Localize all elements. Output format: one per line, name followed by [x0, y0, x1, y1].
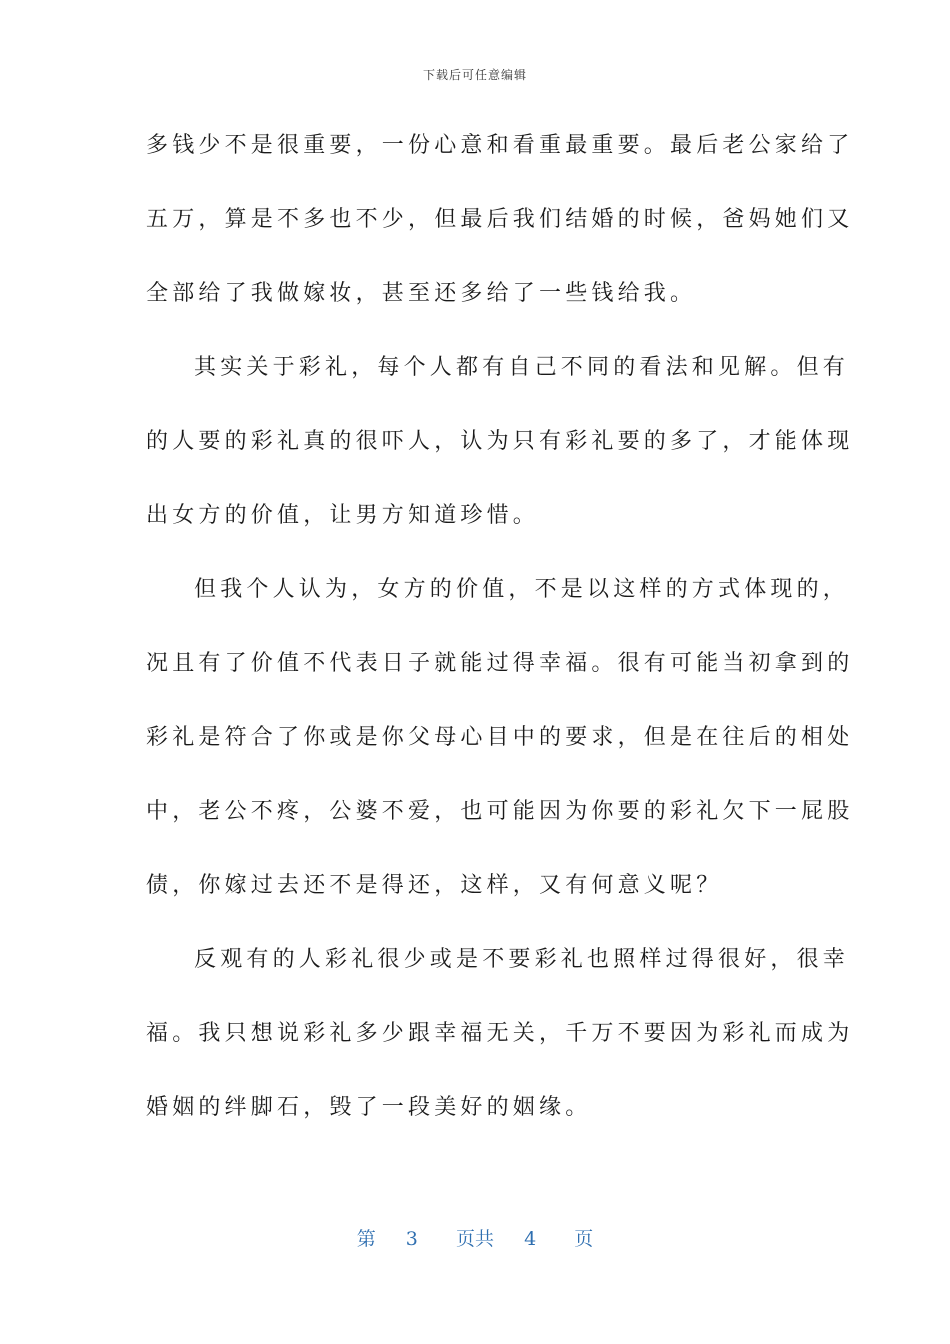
paragraph-start-line: 其实关于彩礼，每个人都有自己不同的看法和见解。但有 — [194, 355, 850, 380]
text-line: 彩礼是符合了你或是你父母心目中的要求，但是在往后的相处 — [146, 725, 854, 750]
footer-suffix: 页 — [574, 1228, 594, 1250]
current-page-number: 3 — [405, 1228, 418, 1250]
header-note: 下载后可任意编辑 — [422, 68, 527, 82]
footer-prefix: 第 — [356, 1228, 376, 1250]
text-line: 的人要的彩礼真的很吓人，认为只有彩礼要的多了，才能体现 — [146, 429, 854, 454]
paragraph-start-line: 反观有的人彩礼很少或是不要彩礼也照样过得很好，很幸 — [194, 947, 850, 972]
text-line: 多钱少不是很重要，一份心意和看重最重要。最后老公家给了 — [146, 133, 854, 158]
text-line: 福。我只想说彩礼多少跟幸福无关，千万不要因为彩礼而成为 — [146, 1021, 854, 1046]
text-line: 五万，算是不多也不少，但最后我们结婚的时候，爸妈她们又 — [146, 207, 854, 232]
paragraph-start-line: 但我个人认为，女方的价值，不是以这样的方式体现的， — [194, 577, 850, 602]
text-line: 出女方的价值，让男方知道珍惜。 — [146, 503, 540, 528]
page-number-footer — [0, 1224, 950, 1251]
document-body — [146, 126, 854, 1162]
text-line: 债，你嫁过去还不是得还，这样，又有何意义呢？ — [146, 873, 723, 898]
text-line: 况且有了价值不代表日子就能过得幸福。很有可能当初拿到的 — [146, 651, 854, 676]
total-page-number: 4 — [524, 1228, 537, 1250]
footer-middle: 页共 — [455, 1228, 494, 1250]
text-line: 婚姻的绊脚石，毁了一段美好的姻缘。 — [146, 1095, 592, 1120]
text-line: 全部给了我做嫁妆，甚至还多给了一些钱给我。 — [146, 281, 697, 306]
text-line: 中，老公不疼，公婆不爱，也可能因为你要的彩礼欠下一屁股 — [146, 799, 854, 824]
